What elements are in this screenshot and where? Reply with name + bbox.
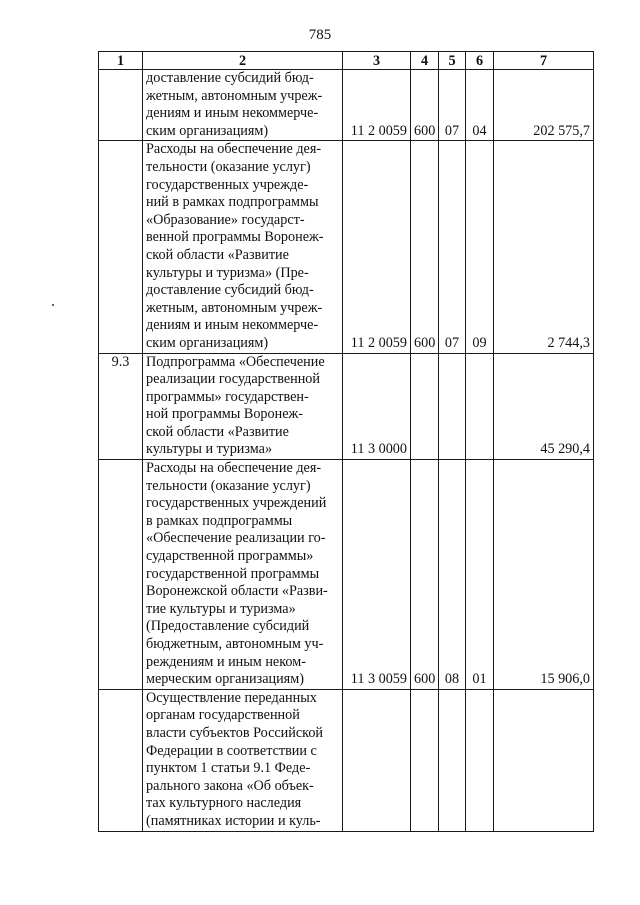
description-line: культуры и туризма» (Пре- [146, 264, 309, 281]
row-description [143, 353, 343, 460]
description-line: ской области «Развитие [146, 246, 289, 263]
header-col-7: 7 [494, 52, 594, 70]
budget-table [98, 51, 594, 832]
amount: 15 906,0 [494, 460, 594, 690]
description-line: власти субъектов Российской [146, 724, 324, 741]
description-line: ной программы Воронеж- [146, 406, 304, 423]
description-line: ским организациям) [146, 334, 269, 351]
target-article-code: 11 3 0059 [343, 460, 411, 690]
row-number [99, 689, 143, 831]
description-line: в рамках подпрограммы [146, 512, 293, 529]
description-line: (памятниках истории и куль- [146, 812, 321, 829]
description-line: жетным, автономным учреж- [146, 87, 323, 104]
header-col-1: 1 [99, 52, 143, 70]
page-number: 785 [308, 27, 332, 43]
description-line: тельности (оказание услуг) [146, 158, 311, 175]
expense-type-code: 600 [411, 141, 439, 353]
section-code: 07 [439, 70, 466, 141]
subsection-code [466, 353, 494, 460]
amount: 2 744,3 [494, 141, 594, 353]
description-line: государственных учреждений [146, 495, 327, 512]
row-description [143, 460, 343, 690]
description-line: дениям и иным некоммерче- [146, 105, 319, 122]
description-line: тельности (оказание услуг) [146, 477, 311, 494]
table-row [99, 460, 594, 690]
expense-type-code [411, 353, 439, 460]
description-line: ской области «Развитие [146, 423, 289, 440]
header-row [99, 52, 594, 70]
description-line: пунктом 1 статьи 9.1 Феде- [146, 760, 311, 777]
description-line: (Предоставление субсидий [146, 618, 310, 635]
description-line: культуры и туризма» [146, 441, 273, 458]
description-line: органам государственной [146, 707, 300, 724]
description-line: реализации государственной [146, 371, 320, 388]
amount: 202 575,7 [494, 70, 594, 141]
description-line: венной программы Воронеж- [146, 229, 324, 246]
row-description [143, 141, 343, 353]
description-line: рального закона «Об объек- [146, 777, 314, 794]
description-line: Федерации в соответствии с [146, 742, 317, 759]
description-line: Подпрограмма «Обеспечение [146, 353, 325, 370]
description-line: ским организациям) [146, 122, 269, 139]
description-line: тах культурного наследия [146, 795, 302, 812]
table-row [99, 141, 594, 353]
description-line: Расходы на обеспечение дея- [146, 141, 322, 158]
description-line: Расходы на обеспечение дея- [146, 460, 322, 477]
description-line: доставление субсидий бюд- [146, 70, 314, 86]
expense-type-code [411, 689, 439, 831]
amount [494, 689, 594, 831]
row-description [143, 70, 343, 141]
description-line: тие культуры и туризма» [146, 600, 296, 617]
header-col-3: 3 [343, 52, 411, 70]
description-line: государственной программы [146, 565, 320, 582]
description-line: «Образование» государст- [146, 211, 305, 228]
table-row [99, 689, 594, 831]
target-article-code: 11 2 0059 [343, 70, 411, 141]
expense-type-code: 600 [411, 460, 439, 690]
row-number [99, 460, 143, 690]
subsection-code: 09 [466, 141, 494, 353]
description-line: дениям и иным некоммерче- [146, 317, 319, 334]
target-article-code [343, 689, 411, 831]
description-line: доставление субсидий бюд- [146, 282, 314, 299]
header-col-4: 4 [411, 52, 439, 70]
section-code [439, 689, 466, 831]
description-line: жетным, автономным учреж- [146, 299, 323, 316]
description-line: мерческим организациям) [146, 671, 304, 688]
header-col-5: 5 [439, 52, 466, 70]
description-line: реждениям и иным неком- [146, 653, 306, 670]
description-line: ний в рамках подпрограммы [146, 194, 319, 211]
header-col-6: 6 [466, 52, 494, 70]
row-number [99, 141, 143, 353]
table-row [99, 70, 594, 141]
description-line: Воронежской области «Разви- [146, 583, 328, 600]
description-line: государственных учрежде- [146, 176, 309, 193]
description-line: бюджетным, автономным уч- [146, 636, 324, 652]
description-line: Осуществление переданных [146, 689, 317, 706]
scan-speck [52, 304, 54, 306]
section-code: 07 [439, 141, 466, 353]
row-number [99, 70, 143, 141]
subsection-code [466, 689, 494, 831]
target-article-code: 11 2 0059 [343, 141, 411, 353]
expense-type-code: 600 [411, 70, 439, 141]
target-article-code: 11 3 0000 [343, 353, 411, 460]
subsection-code: 01 [466, 460, 494, 690]
description-line: «Обеспечение реализации го- [146, 530, 326, 547]
section-code [439, 353, 466, 460]
row-description [143, 689, 343, 831]
section-code: 08 [439, 460, 466, 690]
subsection-code: 04 [466, 70, 494, 141]
header-col-2: 2 [143, 52, 343, 70]
row-number: 9.3 [99, 353, 143, 460]
amount: 45 290,4 [494, 353, 594, 460]
description-line: сударственной программы» [146, 548, 314, 565]
table-row [99, 353, 594, 460]
description-line: программы» государствен- [146, 388, 309, 405]
